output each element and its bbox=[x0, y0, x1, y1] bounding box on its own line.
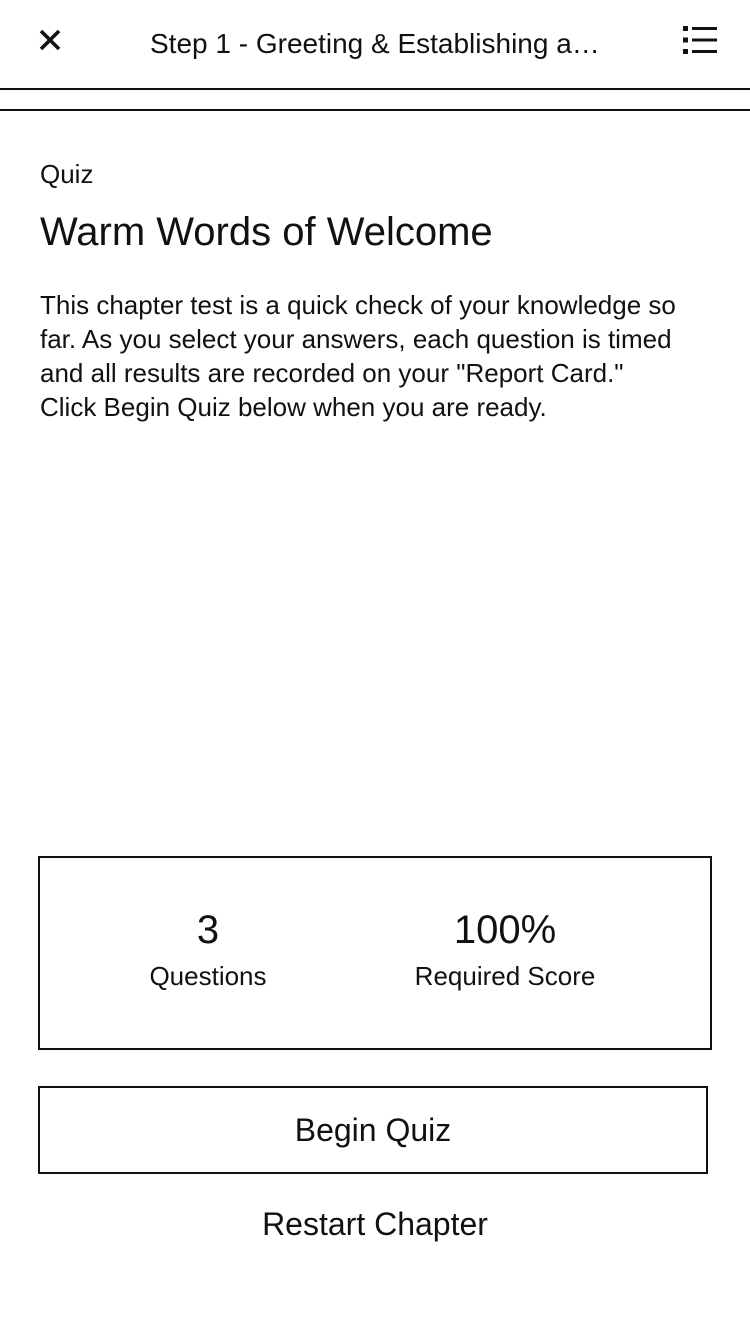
top-bar bbox=[0, 0, 750, 88]
restart-chapter-link[interactable]: Restart Chapter bbox=[262, 1206, 488, 1242]
required-score-value: 100% bbox=[453, 908, 557, 952]
list-menu-icon bbox=[683, 26, 717, 59]
required-score-stat bbox=[385, 906, 625, 992]
quiz-stats-panel bbox=[38, 856, 712, 1050]
section-label: Quiz bbox=[40, 159, 94, 189]
begin-quiz-button[interactable]: Begin Quiz bbox=[38, 1086, 708, 1174]
questions-count: 3 bbox=[196, 908, 220, 952]
quiz-description: This chapter test is a quick check of your knowledge so far. As you select your answers, each question is timed and all results are recorded on your "Report Card." Click Begin Quiz below when you are ready. bbox=[40, 290, 676, 422]
quiz-title: Warm Words of Welcome bbox=[40, 210, 493, 254]
chapter-title: Step 1 - Greeting & Establishing a… bbox=[150, 28, 600, 59]
close-icon bbox=[38, 28, 62, 57]
header-divider bbox=[0, 88, 750, 90]
questions-stat bbox=[108, 906, 308, 992]
questions-label: Questions bbox=[149, 961, 267, 991]
progress-divider bbox=[0, 109, 750, 111]
close-button[interactable] bbox=[30, 22, 70, 62]
required-score-label: Required Score bbox=[414, 961, 596, 991]
menu-button[interactable] bbox=[680, 22, 720, 62]
